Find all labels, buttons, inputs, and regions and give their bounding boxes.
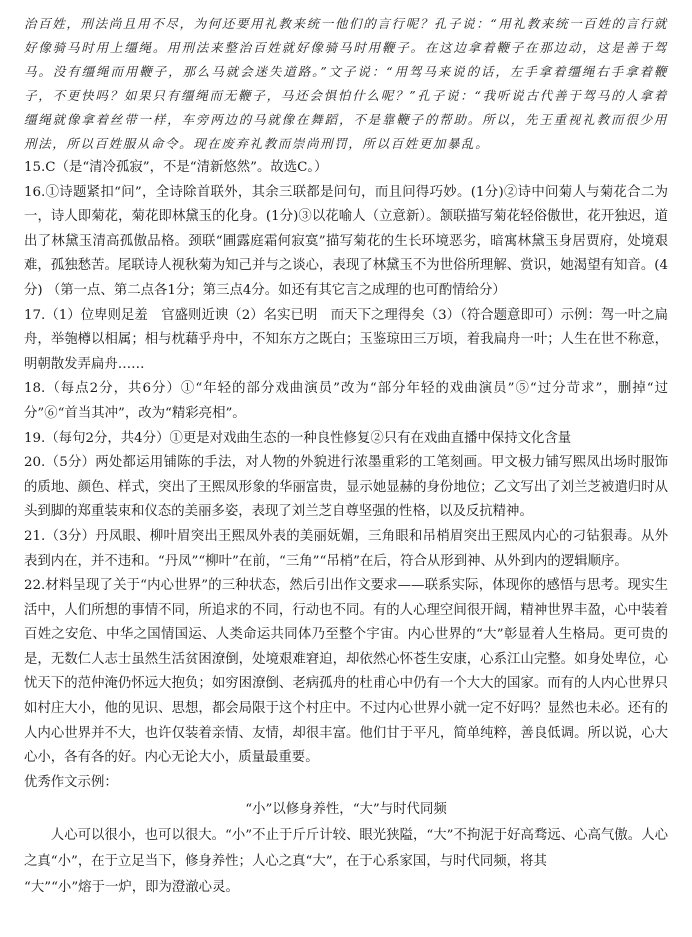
answer-21: 21.（3分）丹凤眼、柳叶眉突出王熙凤外表的美丽妩媚，三角眼和吊梢眉突出王熙凤内心的刁钻狠毒。从外表到内在，并不违和。“丹凤”“柳叶”在前，“三角”“吊梢”在后，符合从形到神、从外到内的逻辑顺序。: [24, 528, 668, 569]
essay-paragraph-continued: “大”“小”熔于一炉，即为澄澈心灵。: [24, 880, 239, 896]
answer-15: 15.C（是“清冷孤寂”，不是“清新悠然”。故选C。）: [24, 160, 328, 175]
answer-19: 19.（每句2分，共4分）①更是对戏曲生态的一种良性修复②只有在戏曲直播中保持文化含量: [24, 430, 572, 446]
answer-17: 17.（1）位卑则足羞 官盛则近谀（2）名实已明 而天下之理得矣（3）（符合题意即可）示例：驾一叶之扁舟，举匏樽以相属；相与枕藉乎舟中，不知东方之既白；玉鉴琼田三万顷，着我扁舟一叶；人生在世不称意，明朝散发弄扁舟……: [24, 307, 668, 372]
essay-title: “小”以修身养性，“大”与时代同频: [245, 802, 447, 818]
translation-paragraph: 治百姓，刑法尚且用不尽，为何还要用礼教来统一他们的言行呢？孔子说：“用礼教来统一百姓的言行就好像骑马时用上缰绳。用刑法来整治百姓就好像骑马时用鞭子。在这边拿着鞭子在那边动，这是善于驾马。没有缰绳而用鞭子，那么马就会迷失道路。”文子说：“用驾马来说的话，左手拿着缰绳右手拿着鞭子，不更快吗？如果只有缰绳而无鞭子，马还会惧怕什么呢？”孔子说：“我听说古代善于驾马的人拿着缰绳就像拿着丝带一样，车旁两边的马就像在舞蹈，不是靠鞭子的帮助。所以，先王重视礼教而很少用刑法，所以百姓服从命令。现在废弃礼教而崇尚刑罚，所以百姓更加暴乱。: [24, 16, 668, 151]
answer-16: 16.①诗题紧扣“问”，全诗除首联外，其余三联都是问句，而且问得巧妙。(1分)②诗中问菊人与菊花合二为一，诗人即菊花，菊花即林黛玉的化身。(1分)③以花喻人（立意新）。颔联描写菊花轻俗傲世，花开独迟，道出了林黛玉清高孤傲品格。颈联“圃露庭霜何寂寞”描写菊花的生长环境恶劣，暗寓林黛玉身居贾府，处境艰难，孤独愁苦。尾联诗人视秋菊为知己并与之谈心，表现了林黛玉不为世俗所理解、赏识，她渴望有知音。(4分) （第一点、第二点各1分；第三点4分。如还有其它言之成理的也可酌情给分）: [24, 184, 668, 298]
answer-18: 18.（每点2分，共6分）①“年轻的部分戏曲演员”改为“部分年轻的戏曲演员”⑤“过分苛求”，删掉“过分”⑥“首当其冲”，改为“精彩亮相”。: [24, 381, 668, 421]
classical-translation: [24, 12, 668, 156]
essay-paragraph: 人心可以很小，也可以很大。“小”不止于斤斤计较、眼光狭隘，“大”不拘泥于好高骛远、心高气傲。人心之真“小”，在于立足当下，修身养性；人心之真“大”，在于心系家国，与时代同频，将其: [24, 828, 668, 870]
essay-body: [24, 823, 668, 901]
answer-20: 20.（5分）两处都运用铺陈的手法，对人物的外貌进行浓墨重彩的工笔刻画。甲文极力铺写熙凤出场时服饰的质地、颜色、样式，突出了王熙凤形象的华丽富贵，显示她显赫的身份地位；乙文写出了刘兰芝被遣归时从头到脚的郑重装束和仪态的美丽多姿，表现了刘兰芝自尊坚强的性格，以及反抗精神。: [24, 455, 668, 520]
answer-list: [24, 156, 668, 771]
answer-22: 22.材料呈现了关于“内心世界”的三种状态，然后引出作文要求——联系实际，体现你的感悟与思考。现实生活中，人们所想的事情不同，所追求的不同，行动也不同。有的人心理空间很开阔，精神世界丰盈，心中装着百姓之安危、中华之国情国运、人类命运共同体乃至整个宇宙。内心世界的“大”彰显着人生格局。更可贵的是，无数仁人志士虽然生活贫困潦倒，处境艰难窘迫，却依然心怀苍生安康，心系江山完整。如身处卑位，心忧天下的范仲淹仍怀远大抱负；如穷困潦倒、老病孤舟的杜甫心中仍有一个大大的国家。而有的人内心世界只如村庄大小，他的见识、思想，都会局限于这个村庄中。不过内心世界小就一定不好吗？显然也未必。还有的人内心世界并不大，也许仅装着亲情、友情，却很丰富。他们甘于平凡，简单纯粹，善良低调。所以说，心大心小，各有各的好。内心无论大小，质量最重要。: [24, 578, 668, 766]
essay-example-label: 优秀作文示例：: [24, 774, 118, 790]
